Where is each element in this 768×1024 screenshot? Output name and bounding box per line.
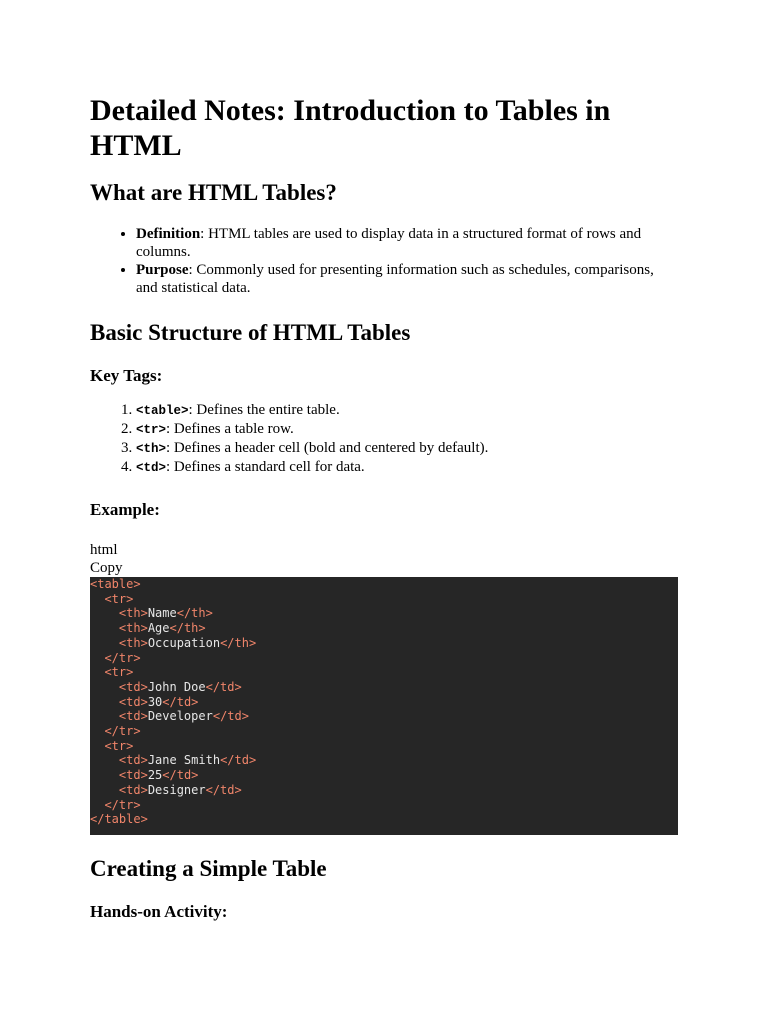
tag-td: <td> (136, 461, 167, 475)
code-line (90, 724, 141, 738)
code-text: Developer (147, 709, 213, 724)
code-line (90, 665, 133, 679)
code-tag: <th> (118, 621, 148, 636)
code-text: Jane Smith (147, 753, 221, 768)
code-tag: </td> (212, 709, 249, 724)
code-tag: <td> (118, 709, 148, 724)
code-tag: <tr> (104, 738, 134, 753)
subheading-example: Example: (90, 500, 160, 519)
code-tag: </table> (90, 812, 148, 827)
code-tag: </tr> (104, 724, 141, 739)
spacer (90, 477, 678, 499)
tag-table: <table> (136, 404, 189, 418)
term-definition: Definition (136, 226, 201, 242)
code-text: Occupation (147, 635, 221, 650)
list-item-tag-table (136, 401, 678, 420)
code-tag: <tr> (104, 591, 134, 606)
code-tag: </td> (162, 768, 199, 783)
code-tag: </th> (176, 606, 213, 621)
document-content (90, 93, 678, 937)
code-line (90, 768, 198, 782)
code-text: Name (147, 606, 177, 621)
tag-table-desc: : Defines the entire table. (188, 402, 340, 418)
tag-td-desc: : Defines a standard cell for data. (166, 459, 365, 475)
code-tag: </td> (162, 694, 199, 709)
page-title: Detailed Notes: Introduction to Tables in HTML (90, 94, 611, 162)
code-tag: <th> (118, 606, 148, 621)
code-tag: </th> (220, 635, 257, 650)
code-tag: </tr> (104, 650, 141, 665)
code-text: John Doe (147, 679, 206, 694)
code-line (90, 680, 242, 694)
code-line (90, 739, 133, 753)
text-purpose: : Commonly used for presenting information such as schedules, comparisons, and statistical data. (136, 262, 654, 296)
code-line (90, 812, 148, 826)
code-tag: <table> (90, 577, 141, 591)
tag-th-desc: : Defines a header cell (bold and centered by default). (166, 440, 489, 456)
section-heading-basic-structure: Basic Structure of HTML Tables (90, 320, 411, 345)
code-tag: <th> (118, 635, 148, 650)
code-tag: <td> (118, 768, 148, 783)
code-language-label: html (90, 542, 118, 558)
code-line (90, 783, 242, 797)
code-tag: <td> (118, 753, 148, 768)
list-item-purpose (136, 261, 678, 297)
key-tags-list (90, 401, 678, 477)
code-text: 25 (147, 768, 163, 783)
copy-button[interactable]: Copy (90, 560, 123, 576)
code-tag: <td> (118, 679, 148, 694)
tag-tr: <tr> (136, 423, 167, 437)
list-item-tag-td (136, 458, 678, 477)
code-text: 30 (147, 694, 163, 709)
term-purpose: Purpose (136, 262, 189, 278)
code-line (90, 606, 213, 620)
code-line (90, 753, 256, 767)
code-tag: </td> (205, 782, 242, 797)
code-line (90, 636, 256, 650)
list-item-definition (136, 225, 678, 261)
tag-th: <th> (136, 442, 167, 456)
code-line (90, 577, 141, 591)
code-tag: </th> (169, 621, 206, 636)
code-tag: <td> (118, 694, 148, 709)
code-line (90, 798, 141, 812)
text-definition: : HTML tables are used to display data in a structured format of rows and columns. (136, 226, 642, 260)
code-tag: </td> (205, 679, 242, 694)
code-tag: </td> (220, 753, 257, 768)
code-tag: <tr> (104, 665, 134, 680)
section-heading-creating-table: Creating a Simple Table (90, 855, 327, 881)
code-text: Designer (147, 782, 206, 797)
code-line (90, 592, 133, 606)
list-item-tag-tr (136, 420, 678, 439)
section-heading-what-are-tables: What are HTML Tables? (90, 180, 337, 205)
code-tag: <td> (118, 782, 148, 797)
code-line (90, 651, 141, 665)
tag-tr-desc: : Defines a table row. (166, 421, 294, 437)
spacer (90, 297, 678, 319)
list-item-tag-th (136, 439, 678, 458)
code-block (90, 577, 678, 835)
code-line (90, 621, 206, 635)
code-text: Age (147, 621, 170, 636)
code-line (90, 695, 198, 709)
code-tag: </tr> (104, 797, 141, 812)
spacer (90, 835, 678, 855)
code-line (90, 709, 249, 723)
subheading-key-tags: Key Tags: (90, 366, 163, 385)
definition-list (90, 225, 678, 297)
subheading-hands-on: Hands-on Activity: (90, 901, 228, 921)
